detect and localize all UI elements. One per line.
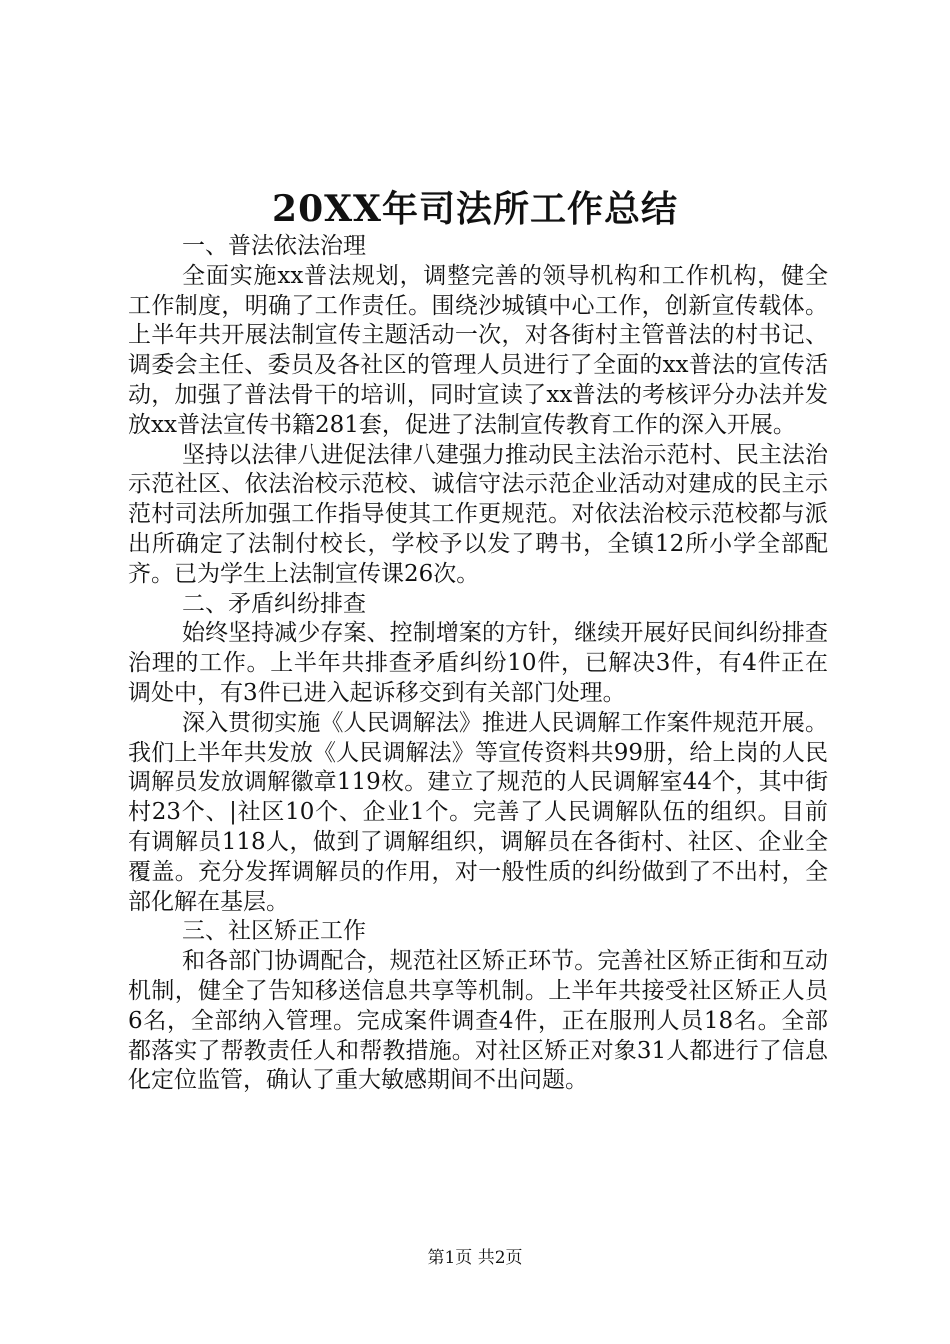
page-number: 第1页 共2页 <box>427 1248 523 1268</box>
paragraph: 坚持以法律八进促法律八建强力推动民主法治示范村、民主法治示范社区、依法治校示范校、诚信守法示范企业活动对建成的民主示范村司法所加强工作指导使其工作更规范。对依法治校示范校都与派出所确定了法制付校长，学校予以发了聘书，全镇12所小学全部配齐。已为学生上法制宣传课26次。 <box>128 441 828 587</box>
section-heading: 一、普法依法治理 <box>182 233 366 259</box>
paragraph: 和各部门协调配合，规范社区矫正环节。完善社区矫正街和互动机制，健全了告知移送信息共享等机制。上半年共接受社区矫正人员6名，全部纳入管理。完成案件调查4件，正在服刑人员18名。全部都落实了帮教责任人和帮教措施。对社区矫正对象31人都进行了信息化定位监管，确认了重大敏感期间不出问题。 <box>128 948 828 1094</box>
section-heading: 三、社区矫正工作 <box>182 918 366 945</box>
section-dispute-screening <box>128 590 828 918</box>
section-publicity <box>128 232 828 590</box>
document-body <box>128 232 828 1096</box>
paragraph: 全面实施xx普法规划，调整完善的领导机构和工作机构，健全工作制度，明确了工作责任。围绕沙城镇中心工作，创新宣传载体。上半年共开展法制宣传主题活动一次，对各街村主管普法的村书记、调委会主任、委员及各社区的管理人员进行了全面的xx普法的宣传活动，加强了普法骨干的培训，同时宣读了xx普法的考核评分办法并发放xx普法宣传书籍281套，促进了法制宣传教育工作的深入开展。 <box>128 262 828 438</box>
document-title: 20XX年司法所工作总结 <box>272 188 678 230</box>
paragraph: 始终坚持减少存案、控制增案的方针，继续开展好民间纠纷排查治理的工作。上半年共排查矛盾纠纷10件，已解决3件，有4件正在调处中，有3件已进入起诉移交到有关部门处理。 <box>128 620 828 706</box>
section-community-correction <box>128 917 828 1096</box>
paragraph: 深入贯彻实施《人民调解法》推进人民调解工作案件规范开展。我们上半年共发放《人民调解法》等宣传资料共99册，给上岗的人民调解员发放调解徽章119枚。建立了规范的人民调解室44个，其中街村23个、|社区10个、企业1个。完善了人民调解队伍的组织。目前有调解员118人，做到了调解组织，调解员在各街村、社区、企业全覆盖。充分发挥调解员的作用，对一般性质的纠纷做到了不出村，全部化解在基层。 <box>128 709 828 915</box>
section-heading: 二、矛盾纠纷排查 <box>182 590 366 617</box>
